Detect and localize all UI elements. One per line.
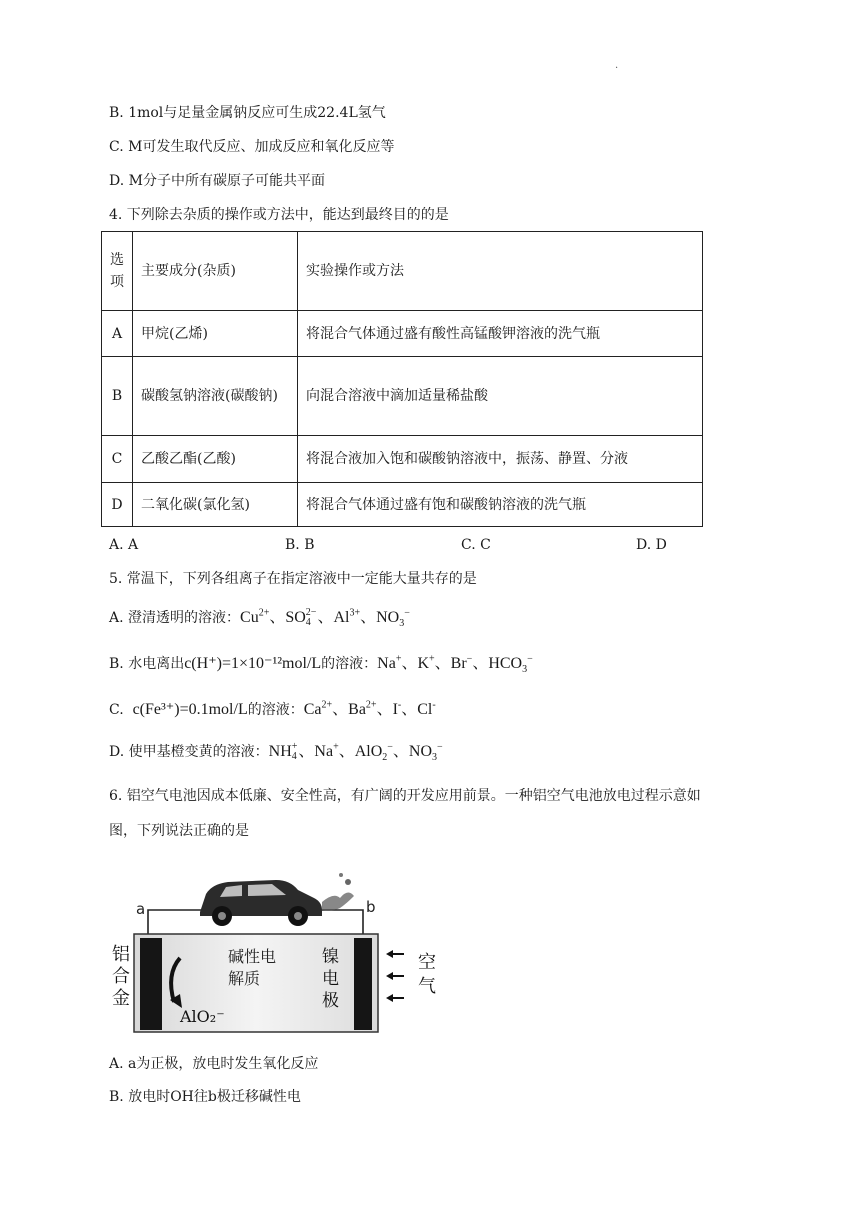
air-label-char: 空	[418, 952, 436, 973]
q6-option-a: A. a为正极，放电时发生氧化反应	[109, 1056, 319, 1072]
row-method: 将混合气体通过盛有饱和碳酸钠溶液的洗气瓶	[298, 483, 703, 527]
q5-c-suffix: 的溶液：	[247, 702, 304, 718]
q4-choice-b: B. B	[285, 537, 315, 553]
ion-list-d: NH + 4 、Na+、AlO$_2$−、$NO_3^-$	[268, 741, 443, 764]
ion-list-b: Na+、K+、Br−、$HCO_3^-$	[377, 653, 533, 676]
header-component: 主要成分(杂质)	[133, 232, 298, 311]
right-electrode-char: 电	[322, 969, 339, 989]
q5-option-b	[109, 654, 533, 674]
table-row	[102, 357, 703, 436]
car-icon	[200, 873, 354, 926]
table-row	[102, 311, 703, 357]
q3-option-c: C. M可发生取代反应、加成反应和氧化反应等	[109, 139, 395, 155]
q6-stem-line2: 图，下列说法正确的是	[109, 823, 249, 839]
row-option: A	[102, 311, 133, 357]
row-method: 将混合液加入饱和碳酸钠溶液中，振荡、静置、分液	[298, 436, 703, 483]
terminal-b-label: b	[366, 898, 376, 916]
q4-choice-a: A. A	[109, 537, 139, 553]
row-option: B	[102, 357, 133, 436]
q3-option-d: D. M分子中所有碳原子可能共平面	[109, 173, 325, 189]
right-electrode-char: 镍	[322, 947, 339, 967]
left-electrode-char: 铝	[112, 944, 130, 965]
q4-table	[101, 231, 703, 527]
aluminum-alloy-electrode	[140, 938, 162, 1030]
right-electrode-char: 极	[322, 991, 339, 1011]
q5-option-a	[109, 608, 410, 628]
q4-choice-c: C. C	[461, 537, 491, 553]
q5-c-condition: c(Fe³⁺)=0.1mol/L	[132, 701, 248, 718]
row-option: D	[102, 483, 133, 527]
table-header-row	[102, 232, 703, 311]
page-dot: .	[615, 60, 619, 71]
q5-stem: 5. 常温下，下列各组离子在指定溶液中一定能大量共存的是	[109, 571, 477, 587]
q3-option-b: B. 1mol与足量金属钠反应可生成22.4L氢气	[109, 105, 386, 121]
q4-choice-d: D. D	[636, 537, 667, 553]
row-component: 碳酸氢钠溶液(碳酸钠)	[133, 357, 298, 436]
q5-b-condition: c(H⁺)=1×10⁻¹²mol/L	[184, 655, 322, 672]
row-component: 乙酸乙酯(乙酸)	[133, 436, 298, 483]
nickel-electrode	[354, 938, 372, 1030]
table-row	[102, 483, 703, 527]
row-method: 将混合气体通过盛有酸性高锰酸钾溶液的洗气瓶	[298, 311, 703, 357]
ion-list-c: $Ca^{2+}$、$Ba^{2+}$、I-、Cl-	[303, 699, 436, 718]
electrolyte-label-line2: 解质	[228, 969, 261, 988]
q5-option-c	[109, 700, 436, 720]
q6-stem-line1: 6. 铝空气电池因成本低廉、安全性高，有广阔的开发应用前景。一种铝空气电池放电过程示意如	[109, 788, 701, 804]
header-method: 实验操作或方法	[298, 232, 703, 311]
air-label-char: 气	[418, 976, 436, 997]
ion-list-a: $Cu^{2+}$、SO 2− 4 、$Al^{3+}$、$NO_3^-$	[240, 607, 410, 630]
left-electrode-char: 合	[112, 966, 130, 987]
electrolyte-label-line1: 碱性电	[228, 947, 277, 966]
q5-b-suffix: 的溶液：	[321, 656, 378, 672]
q6-option-b: B. 放电时OH往b极迁移碱性电	[109, 1089, 301, 1105]
aluminate-label: AlO₂⁻	[180, 1007, 225, 1026]
q5-a-prefix: A. 澄清透明的溶液：	[109, 610, 241, 626]
header-option: 选项	[102, 232, 133, 311]
row-method: 向混合溶液中滴加适量稀盐酸	[298, 357, 703, 436]
q5-option-d	[109, 742, 443, 762]
q5-b-prefix: B. 水电离出	[109, 656, 185, 672]
q5-d-prefix: D. 使甲基橙变黄的溶液：	[109, 744, 269, 760]
terminal-a-label: a	[136, 900, 146, 918]
q4-stem: 4. 下列除去杂质的操作或方法中，能达到最终目的的是	[109, 207, 449, 223]
q5-c-prefix: C.	[109, 702, 124, 718]
row-option: C	[102, 436, 133, 483]
air-arrows	[386, 950, 404, 1002]
row-component: 二氧化碳(氯化氢)	[133, 483, 298, 527]
battery-diagram	[108, 862, 448, 1034]
row-component: 甲烷(乙烯)	[133, 311, 298, 357]
left-electrode-char: 金	[112, 988, 130, 1009]
table-row	[102, 436, 703, 483]
